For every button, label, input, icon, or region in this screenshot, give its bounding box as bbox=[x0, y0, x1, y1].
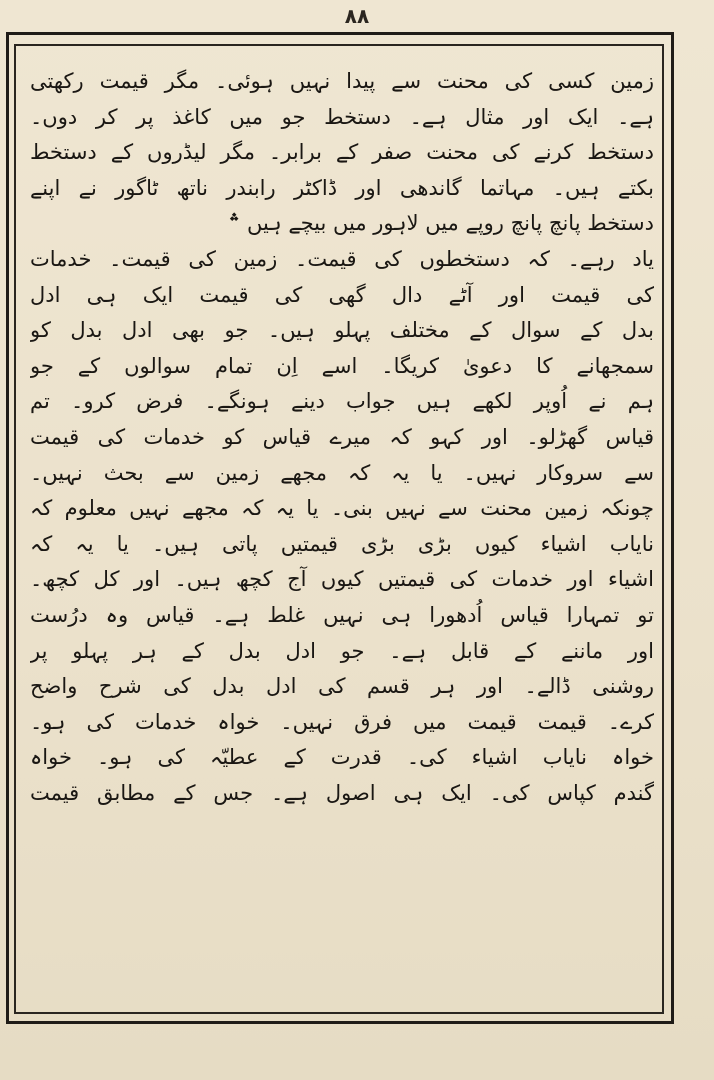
text-line-8: بدل کے سوال کے مختلف پہلو ہیں۔ جو بھی ادل بدل کو bbox=[30, 318, 654, 343]
text-line-20: خواہ نایاب اشیاء کی۔ قدرت کے عطیّہ کی ہو۔ خواہ bbox=[30, 745, 654, 770]
text-line-1: زمین کسی کی محنت سے پیدا نہیں ہوئی۔ مگر قیمت رکھتی bbox=[30, 69, 654, 93]
text-line-5: دستخط پانچ پانچ روپے میں لاہور میں بیچے ہیں ؞ bbox=[228, 211, 654, 236]
text-line-16: تو تمہارا قیاس اُدھورا ہی نہیں غلط ہے۔ قیاس وہ درُست bbox=[30, 602, 654, 627]
text-line-6: یاد رہے۔ کہ دستخطوں کی قیمت۔ زمین کی قیمت۔ خدمات bbox=[30, 246, 654, 271]
text-line-7: کی قیمت اور آٹے دال گھی کی قیمت ایک ہی ادل bbox=[30, 282, 654, 307]
text-line-2: ہے۔ ایک اور مثال ہے۔ دستخط جو میں کاغذ پر کر دوں۔ bbox=[30, 104, 654, 129]
text-line-9: سمجھانے کا دعویٰ کریگا۔ اسے اِن تمام سوالوں کے جو bbox=[30, 353, 654, 378]
text-line-14: نایاب اشیاء کیوں بڑی بڑی قیمتیں پاتی ہیں۔ یا یہ کہ bbox=[30, 531, 654, 556]
page-number: ٨٨ bbox=[344, 4, 370, 28]
text-line-13: چونکہ زمین محنت سے نہیں بنی۔ یا یہ کہ مجھے نہیں معلوم کہ bbox=[30, 496, 654, 521]
text-line-4: بکتے ہیں۔ مہاتما گاندھی اور ڈاکٹر رابندر ناتھ ٹاگور نے اپنے bbox=[30, 175, 654, 200]
text-line-18: روشنی ڈالے۔ اور ہر قسم کی ادل بدل کی شرح واضح bbox=[30, 674, 654, 699]
urdu-text-block bbox=[30, 64, 654, 994]
text-line-10: ہم نے اُوپر لکھے ہیں جواب دینے ہونگے۔ فرض کرو۔ تم bbox=[30, 389, 654, 414]
text-line-15: اشیاء اور خدمات کی قیمتیں کیوں آج کچھ ہیں۔ اور کل کچھ۔ bbox=[30, 567, 654, 592]
text-line-19: کرے۔ قیمت قیمت میں فرق نہیں۔ خواہ خدمات کی ہو۔ bbox=[30, 709, 654, 734]
text-line-12: سے سروکار نہیں۔ یا یہ کہ مجھے زمین سے بحث نہیں۔ bbox=[30, 460, 654, 485]
text-line-11: قیاس گھڑلو۔ اور کہو کہ میرے قیاس کو خدمات کی قیمت bbox=[30, 424, 654, 449]
text-line-17: اور ماننے کے قابل ہے۔ جو ادل بدل کے ہر پہلو پر bbox=[30, 638, 654, 663]
text-line-21: گندم کپاس کی۔ ایک ہی اصول ہے۔ جس کے مطابق قیمت bbox=[30, 780, 654, 805]
text-line-3: دستخط کرنے کی محنت صفر کے برابر۔ مگر لیڈروں کے دستخط bbox=[30, 140, 654, 165]
